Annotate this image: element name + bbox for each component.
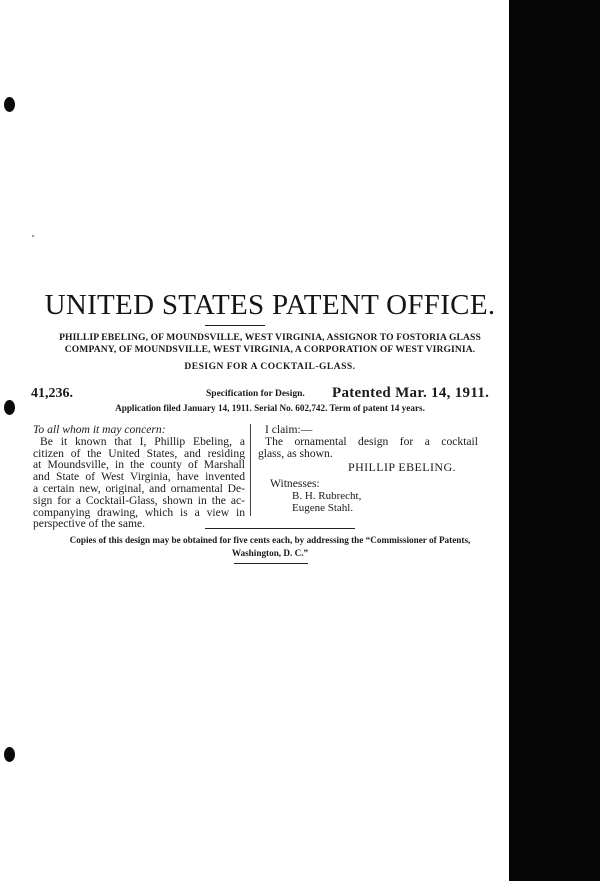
claim-column [258,424,478,459]
application-line: Application filed January 14, 1911. Serial No. 602,742. Term of patent 14 years. [115,403,425,413]
witnesses-label: Witnesses: [270,477,320,490]
footer-line-1: Copies of this design may be obtained for five cents each, by addressing the “Commissioner of Patents, [69,535,471,545]
scan-speck [32,235,34,237]
punch-hole-top [4,97,15,112]
inventor-signature: PHILLIP EBELING. [348,460,456,474]
design-title: DESIGN FOR A COCKTAIL-GLASS. [184,362,356,372]
footer-underline [234,563,308,564]
footer-line-2: Washington, D. C.” [231,547,309,558]
description-line: perspective of the same. [33,517,146,531]
witness-name: B. H. Rubrecht, [292,490,362,502]
salutation: To all whom it may concern: [33,423,166,436]
parties-line-2: COMPANY, OF MOUNDSVILLE, WEST VIRGINIA, A CORPORATION OF WEST VIRGINIA. [64,344,476,355]
patent-number: 41,236. [31,386,73,401]
footer-rule [205,528,355,529]
description-line: Be it known that I, Phillip Ebeling, a [40,434,245,448]
description-line: at Moundsville, in the county of Marshall [33,458,245,472]
patented-date: Patented Mar. 14, 1911. [332,385,490,401]
description-line: and State of West Virginia, have invented [33,470,245,484]
description-column [33,424,245,530]
claim-text: The ornamental design for a cocktail [265,434,478,448]
punch-hole-middle [4,400,15,415]
description-line: sign for a Cocktail-Glass, shown in the ac- [33,493,245,507]
witness-name: Eugene Stahl. [292,502,354,514]
claim-text: glass, as shown. [258,446,333,460]
description-line: companying drawing, which is a view in [33,505,245,519]
description-line: citizen of the United States, and residing [33,446,245,460]
footer-note [28,534,512,559]
specification-label: Specification for Design. [206,389,305,399]
punch-hole-bottom [4,747,15,762]
description-line: a certain new, original, and ornamental De- [33,481,245,495]
claim-heading: I claim:— [265,423,313,436]
parties-line-1: PHILLIP EBELING, OF MOUNDSVILLE, WEST VIRGINIA, ASSIGNOR TO FOSTORIA GLASS [59,332,481,343]
office-title: UNITED STATES PATENT OFFICE. [44,289,496,321]
column-divider [250,424,251,516]
title-rule [205,325,265,326]
scan-edge-shadow [509,0,600,881]
